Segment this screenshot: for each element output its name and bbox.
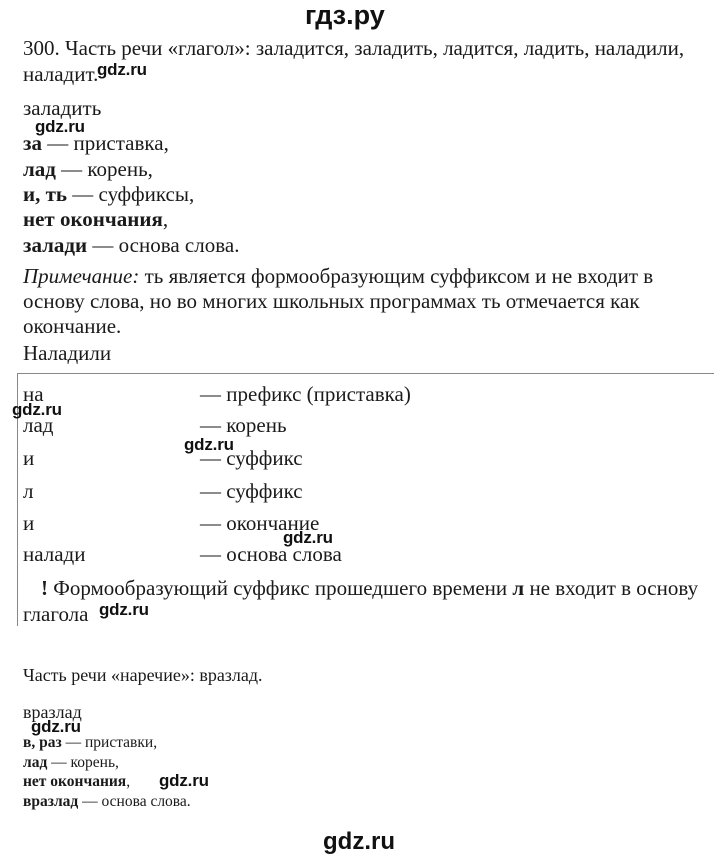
morpheme-row-ending: и	[23, 511, 35, 535]
watermark: gdz.ru	[159, 771, 209, 790]
adverb-part-stem: вразлад — основа слова.	[23, 793, 191, 810]
morpheme-row-root-desc: — корень	[200, 413, 287, 437]
adverb-word: вразлад	[23, 702, 82, 722]
word1-part-prefix: за — приставка,	[23, 131, 169, 155]
word1-part-root: лад — корень,	[23, 157, 153, 181]
morpheme-box-top-border	[17, 373, 714, 374]
morpheme-row-prefix-desc: — префикс (приставка)	[200, 382, 411, 406]
morpheme-row-suffix2: л	[23, 479, 34, 503]
watermark: gdz.ru	[31, 717, 81, 736]
exercise-intro-line2: наладит.	[23, 62, 99, 86]
site-title: гдз.ру	[305, 0, 385, 30]
morpheme-row-suffix2-desc: — суффикс	[200, 479, 303, 503]
morpheme-row-root: лад	[23, 413, 54, 437]
morpheme-row-ending-desc: — окончание	[200, 511, 320, 535]
watermark: gdz.ru	[99, 600, 149, 619]
warning-line2: глагола	[23, 602, 89, 626]
note-line2: основу слова, но во многих школьных программах ть отмечается как	[23, 289, 640, 313]
word1-part-ending: нет окончания,	[23, 207, 169, 231]
adverb-part-root: лад — корень,	[23, 754, 119, 771]
word1-part-stem: залади — основа слова.	[23, 233, 240, 257]
watermark: gdz.ru	[35, 117, 85, 136]
adverb-intro: Часть речи «наречие»: вразлад.	[23, 665, 263, 685]
exercise-intro-line1: 300. Часть речи «глагол»: заладится, заладить, ладится, ладить, наладили,	[23, 36, 685, 60]
note-label: Примечание:	[23, 264, 140, 288]
footer-watermark: gdz.ru	[323, 828, 395, 855]
morpheme-row-prefix: на	[23, 382, 44, 406]
morpheme-row-suffix1: и	[23, 446, 35, 470]
note-line3: окончание.	[23, 314, 122, 338]
watermark: gdz.ru	[97, 60, 147, 79]
morpheme-row-stem-desc: — основа слова	[200, 542, 342, 566]
warning-line1: ! Формообразующий суффикс прошедшего времени л не входит в основу	[41, 576, 699, 600]
watermark: gdz.ru	[283, 528, 333, 547]
note-line1: Примечание: ть является формообразующим суффиксом и не входит в	[23, 264, 654, 288]
warning-mark: !	[41, 576, 48, 600]
word1-title: заладить	[23, 96, 102, 120]
watermark: gdz.ru	[12, 400, 62, 419]
morpheme-row-stem: налади	[23, 542, 86, 566]
adverb-part-ending: нет окончания,	[23, 773, 131, 790]
morpheme-row-suffix1-desc: — суффикс	[200, 446, 303, 470]
watermark: gdz.ru	[184, 435, 234, 454]
word2-title: Наладили	[23, 341, 112, 365]
adverb-part-prefixes: в, раз — приставки,	[23, 734, 158, 751]
word1-part-suffixes: и, ть — суффиксы,	[23, 182, 195, 206]
